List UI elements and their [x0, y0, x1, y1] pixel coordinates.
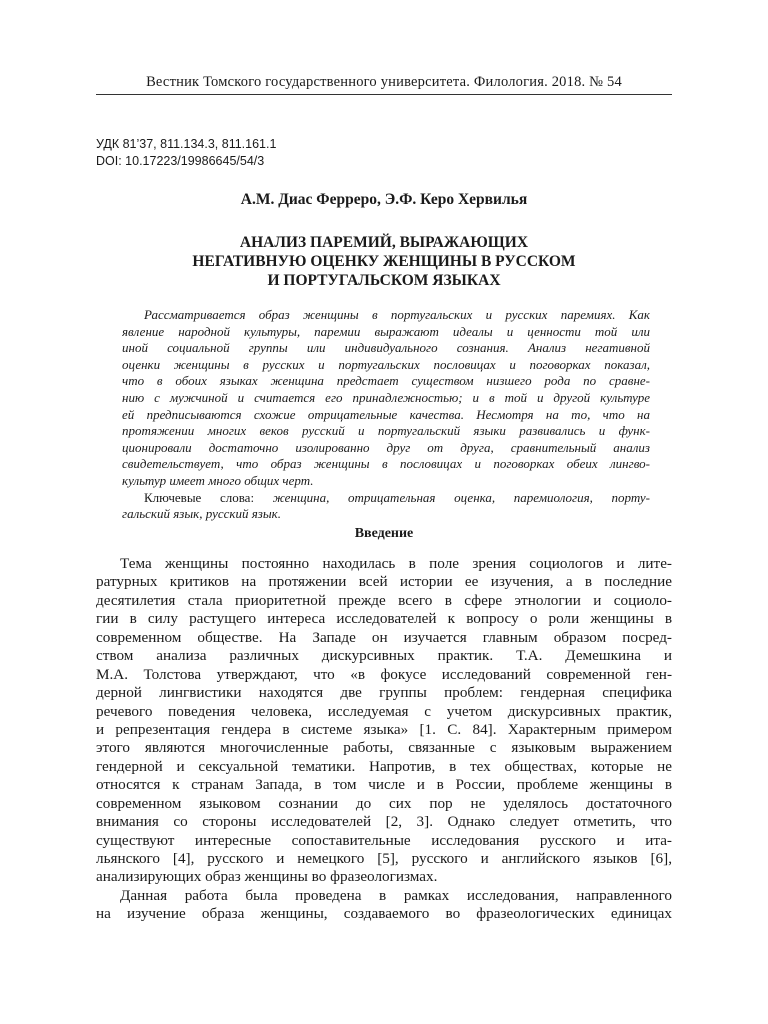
- title-line: И ПОРТУГАЛЬСКОМ ЯЗЫКАХ: [267, 272, 501, 289]
- abstract-line: культур имеет много общих черт.: [122, 472, 314, 488]
- body-line: анализирующих образ женщины во фразеологизмах.: [96, 868, 438, 886]
- body-line: Данная работа была проведена в рамках исследования, направленного: [120, 886, 672, 904]
- abstract-line: ционировали достаточно изолированно друг от друга, сравнительный анализ: [122, 439, 650, 455]
- article-title: [96, 233, 672, 290]
- keywords-text: женщина, отрицательная оценка, паремиология, порту-: [272, 489, 650, 505]
- abstract-line: иной социальной группы или индивидуального сознания. Анализ негативной: [122, 340, 650, 356]
- body-line: льянского [4], русского и немецкого [5], русского и английского языков [6],: [96, 850, 672, 867]
- abstract: [122, 307, 650, 523]
- body-line: дерной лингвистики находятся две группы проблем: гендерная специфика: [96, 684, 672, 702]
- abstract-line: протяжении многих веков русский и португальский языки развивались и функ-: [122, 423, 650, 439]
- doi: DOI: 10.17223/19986645/54/3: [96, 154, 265, 168]
- body-line: существуют интересные сопоставительные исследования русского и ита-: [96, 831, 672, 849]
- body-line: ратурных критиков на протяжении всей истории ее изучения, а в последние: [96, 573, 672, 591]
- abstract-line: Рассматривается образ женщины в португальских и русских паремиях. Как: [144, 307, 650, 322]
- keywords: [122, 490, 650, 523]
- article-metadata: [96, 136, 672, 170]
- abstract-line: что в обоих языках женщина предстает существом низшего рода по сравне-: [122, 373, 650, 389]
- body-line: и репрезентация гендера в системе языка» [1. С. 84]. Характерным примером: [96, 720, 672, 738]
- title-line: НЕГАТИВНУЮ ОЦЕНКУ ЖЕНЩИНЫ В РУССКОМ: [192, 253, 576, 270]
- body-line: современном обществе. На Западе он изучается главным образом посред-: [96, 628, 672, 646]
- abstract-line: нию с мужчиной и считается его принадлежностью; и в той и другой культуре: [122, 389, 650, 405]
- body-line: гии в силу растущего интереса исследователей к вопросу о роли женщины в: [96, 610, 672, 628]
- section-heading-introduction: Введение: [354, 526, 414, 541]
- body-line: этого являются многочисленные работы, связанные с языковым выражением: [96, 739, 672, 757]
- body-line: гендерной и сексуальной тематики. Напротив, в тех обществах, которые не: [96, 757, 672, 775]
- abstract-line: свидетельствует, что образ женщины в пословицах и поговорках обеих лингво-: [122, 456, 650, 472]
- body-line: относятся к странам Запада, в том числе и в России, проблеме женщины в: [96, 776, 672, 794]
- abstract-line: ей предписываются схожие отрицательные качества. Несмотря на то, что на: [122, 406, 650, 422]
- title-line: АНАЛИЗ ПАРЕМИЙ, ВЫРАЖАЮЩИХ: [239, 234, 529, 251]
- body-line: десятилетия стала приоритетной прежде всего в сфере этнологии и социоло-: [96, 591, 672, 609]
- keywords-text: гальский язык, русский язык.: [122, 506, 281, 522]
- udk-code: УДК 81’37, 811.134.3, 811.161.1: [96, 137, 277, 151]
- introduction-body: [96, 555, 672, 924]
- abstract-line: явление народной культуры, паремии выражают идеалы и ценности той или: [122, 323, 650, 339]
- abstract-line: оценки женщины в русских и португальских пословицах и поговорках показал,: [122, 356, 650, 372]
- authors: А.М. Диас Ферреро, Э.Ф. Керо Хервилья: [240, 191, 528, 208]
- running-header: Вестник Томского государственного университета. Филология. 2018. № 54: [146, 74, 622, 90]
- body-line: ством анализа различных дискурсивных практик. Т.А. Демешкина и: [96, 647, 672, 665]
- header-rule: [96, 94, 672, 95]
- body-line: Тема женщины постоянно находилась в поле зрения социологов и лите-: [120, 555, 672, 572]
- body-line: на изучение образа женщины, создаваемого во фразеологических единицах: [96, 905, 672, 923]
- body-line: М.А. Толстова утверждают, что «в фокусе исследований современной ген-: [96, 665, 672, 683]
- body-line: внимания со стороны исследователей [2, 3]. Однако следует отметить, что: [96, 813, 672, 831]
- body-line: современном языковом сознании до сих пор не уделялось достаточного: [96, 794, 672, 812]
- keywords-label: Ключевые слова:: [144, 489, 255, 505]
- body-line: речевого поведения человека, исследуемая с учетом дискурсивных практик,: [96, 702, 672, 720]
